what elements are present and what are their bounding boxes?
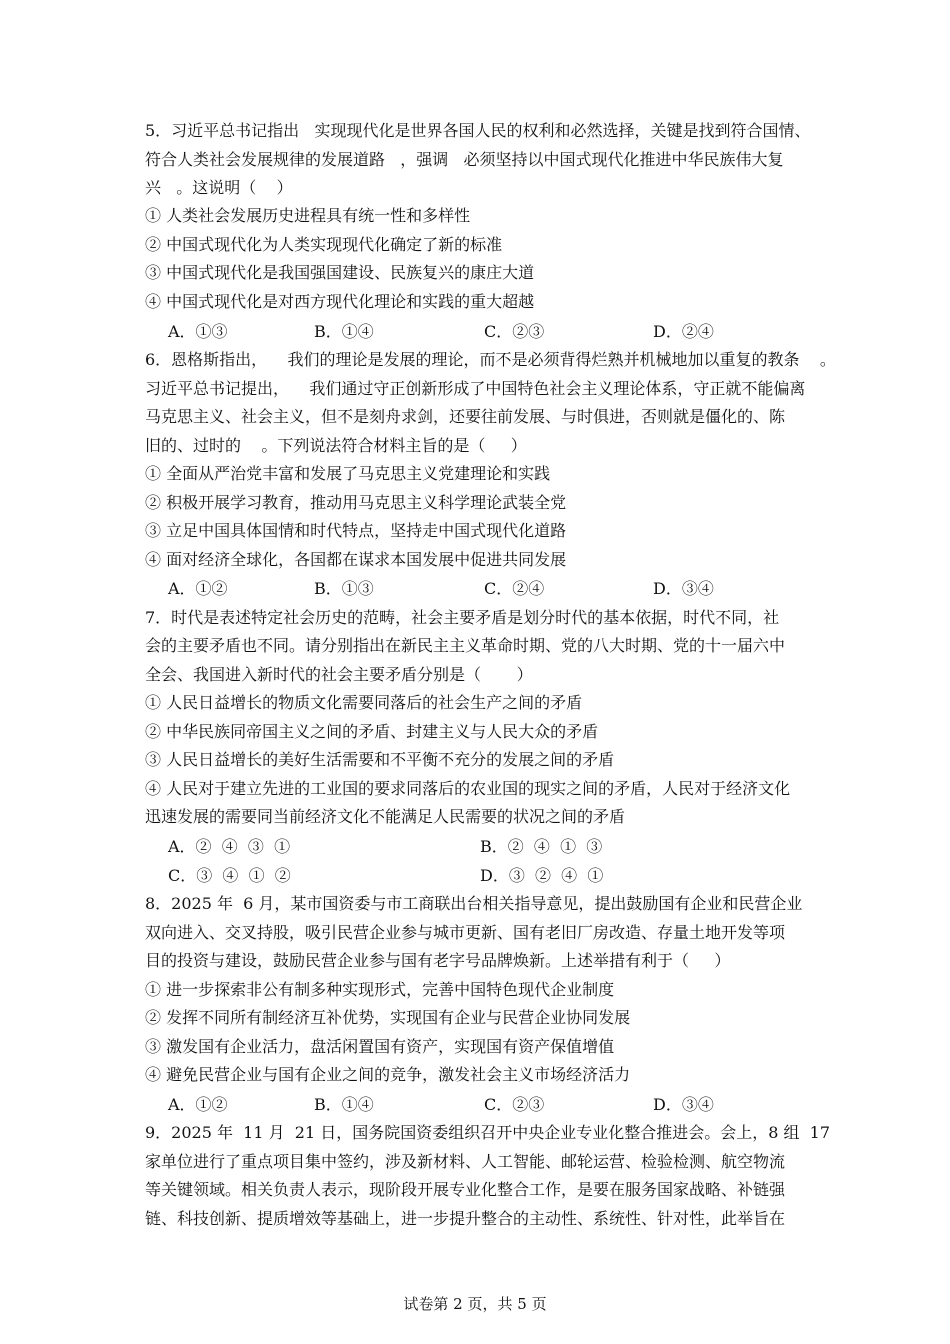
question-5-option-b[interactable]: B．①④ bbox=[314, 322, 374, 341]
question-5-option-a[interactable]: A．①③ bbox=[168, 322, 228, 341]
question-9-stem-line-1: 9．2025 年 11 月 21 日，国务院国资委组织召开中央企业专业化整合推进会。会上，8 组 17 bbox=[145, 1123, 831, 1142]
question-8-statement-2: ② 发挥不同所有制经济互补优势，实现国有企业与民营企业协同发展 bbox=[145, 1008, 631, 1027]
question-8-option-c[interactable]: C．②③ bbox=[484, 1095, 545, 1114]
question-6-option-c[interactable]: C．②④ bbox=[484, 579, 545, 598]
question-6-statement-1: ① 全面从严治党丰富和发展了马克思主义党建理论和实践 bbox=[145, 464, 551, 483]
question-6-stem-line-1: 6．恩格斯指出， 我们的理论是发展的理论，而不是必须背得烂熟并机械地加以重复的教条 。 bbox=[145, 350, 836, 369]
question-7-statement-4-line-2: 迅速发展的需要同当前经济文化不能满足人民需要的状况之间的矛盾 bbox=[145, 807, 626, 826]
question-6-option-a[interactable]: A．①② bbox=[168, 579, 228, 598]
question-8-statement-3: ③ 激发国有企业活力，盘活闲置国有资产，实现国有资产保值增值 bbox=[145, 1037, 615, 1056]
question-6-stem-line-3: 马克思主义、社会主义，但不是刻舟求剑，还要往前发展、与时俱进，否则就是僵化的、陈 bbox=[145, 407, 786, 426]
question-6-option-b[interactable]: B．①③ bbox=[314, 579, 374, 598]
question-9-stem-line-2: 家单位进行了重点项目集中签约，涉及新材料、人工智能、邮轮运营、检验检测、航空物流 bbox=[145, 1152, 786, 1171]
question-5-statement-2: ② 中国式现代化为人类实现现代化确定了新的标准 bbox=[145, 235, 503, 254]
question-6-statement-2: ② 积极开展学习教育，推动用马克思主义科学理论武装全党 bbox=[145, 493, 567, 512]
question-8-statement-1: ① 进一步探索非公有制多种实现形式，完善中国特色现代企业制度 bbox=[145, 980, 615, 999]
question-5-option-c[interactable]: C．②③ bbox=[484, 322, 545, 341]
question-7-option-d[interactable]: D．③ ② ④ ① bbox=[480, 866, 604, 885]
question-6-stem-line-2: 习近平总书记提出， 我们通过守正创新形成了中国特色社会主义理论体系，守正就不能偏离 bbox=[145, 379, 806, 398]
question-8-statement-4: ④ 避免民营企业与国有企业之间的竞争，激发社会主义市场经济活力 bbox=[145, 1065, 631, 1084]
question-7-statement-3: ③ 人民日益增长的美好生活需要和不平衡不充分的发展之间的矛盾 bbox=[145, 750, 615, 769]
question-7-statement-4-line-1: ④ 人民对于建立先进的工业国的要求同落后的农业国的现实之间的矛盾，人民对于经济文化 bbox=[145, 779, 791, 798]
question-8-option-b[interactable]: B．①④ bbox=[314, 1095, 374, 1114]
question-9-stem-line-3: 等关键领域。相关负责人表示，现阶段开展专业化整合工作，是要在服务国家战略、补链强 bbox=[145, 1180, 786, 1199]
question-7-option-c[interactable]: C．③ ④ ① ② bbox=[168, 866, 291, 885]
question-5-option-d[interactable]: D．②④ bbox=[653, 322, 714, 341]
question-8-option-a[interactable]: A．①② bbox=[168, 1095, 228, 1114]
question-9-stem-line-4: 链、科技创新、提质增效等基础上，进一步提升整合的主动性、系统性、针对性，此举旨在 bbox=[145, 1209, 786, 1228]
question-7-stem-line-3: 全会、我国进入新时代的社会主要矛盾分别是（ ） bbox=[145, 665, 533, 684]
question-5-statement-3: ③ 中国式现代化是我国强国建设、民族复兴的康庄大道 bbox=[145, 263, 535, 282]
question-5-stem-line-2: 符合人类社会发展规律的发展道路 ，强调 必须坚持以中国式现代化推进中华民族伟大复 bbox=[145, 150, 784, 169]
question-6-statement-4: ④ 面对经济全球化，各国都在谋求本国发展中促进共同发展 bbox=[145, 550, 567, 569]
question-6-statement-3: ③ 立足中国具体国情和时代特点，坚持走中国式现代化道路 bbox=[145, 521, 567, 540]
question-5-stem-line-1: 5．习近平总书记指出 实现现代化是世界各国人民的权利和必然选择，关键是找到符合国情、 bbox=[145, 121, 811, 140]
question-5-statement-4: ④ 中国式现代化是对西方现代化理论和实践的重大超越 bbox=[145, 292, 535, 311]
question-7-stem-line-1: 7．时代是表述特定社会历史的范畴，社会主要矛盾是划分时代的基本依据，时代不同，社 bbox=[145, 608, 780, 627]
question-8-stem-line-1: 8．2025 年 6 月，某市国资委与市工商联出台相关指导意见，提出鼓励国有企业和民营企业 bbox=[145, 894, 803, 913]
question-7-option-b[interactable]: B．② ④ ① ③ bbox=[480, 837, 603, 856]
question-7-stem-line-2: 会的主要矛盾也不同。请分别指出在新民主主义革命时期、党的八大时期、党的十一届六中 bbox=[145, 636, 786, 655]
question-5-statement-1: ① 人类社会发展历史进程具有统一性和多样性 bbox=[145, 206, 471, 225]
question-7-statement-2: ② 中华民族同帝国主义之间的矛盾、封建主义与人民大众的矛盾 bbox=[145, 722, 599, 741]
question-8-stem-line-3: 目的投资与建设，鼓励民营企业参与国有老字号品牌焕新。上述举措有利于（ ） bbox=[145, 951, 731, 970]
question-8-option-d[interactable]: D．③④ bbox=[653, 1095, 714, 1114]
page-footer: 试卷第 2 页，共 5 页 bbox=[403, 1295, 547, 1313]
question-8-stem-line-2: 双向进入、交叉持股，吸引民营企业参与城市更新、国有老旧厂房改造、存量土地开发等项 bbox=[145, 923, 786, 942]
question-5-stem-line-3: 兴 。这说明（ ） bbox=[145, 178, 293, 197]
question-6-option-d[interactable]: D．③④ bbox=[653, 579, 714, 598]
question-7-option-a[interactable]: A．② ④ ③ ① bbox=[168, 837, 291, 856]
question-6-stem-line-4: 旧的、过时的 。下列说法符合材料主旨的是（ ） bbox=[145, 436, 527, 455]
question-7-statement-1: ① 人民日益增长的物质文化需要同落后的社会生产之间的矛盾 bbox=[145, 693, 583, 712]
